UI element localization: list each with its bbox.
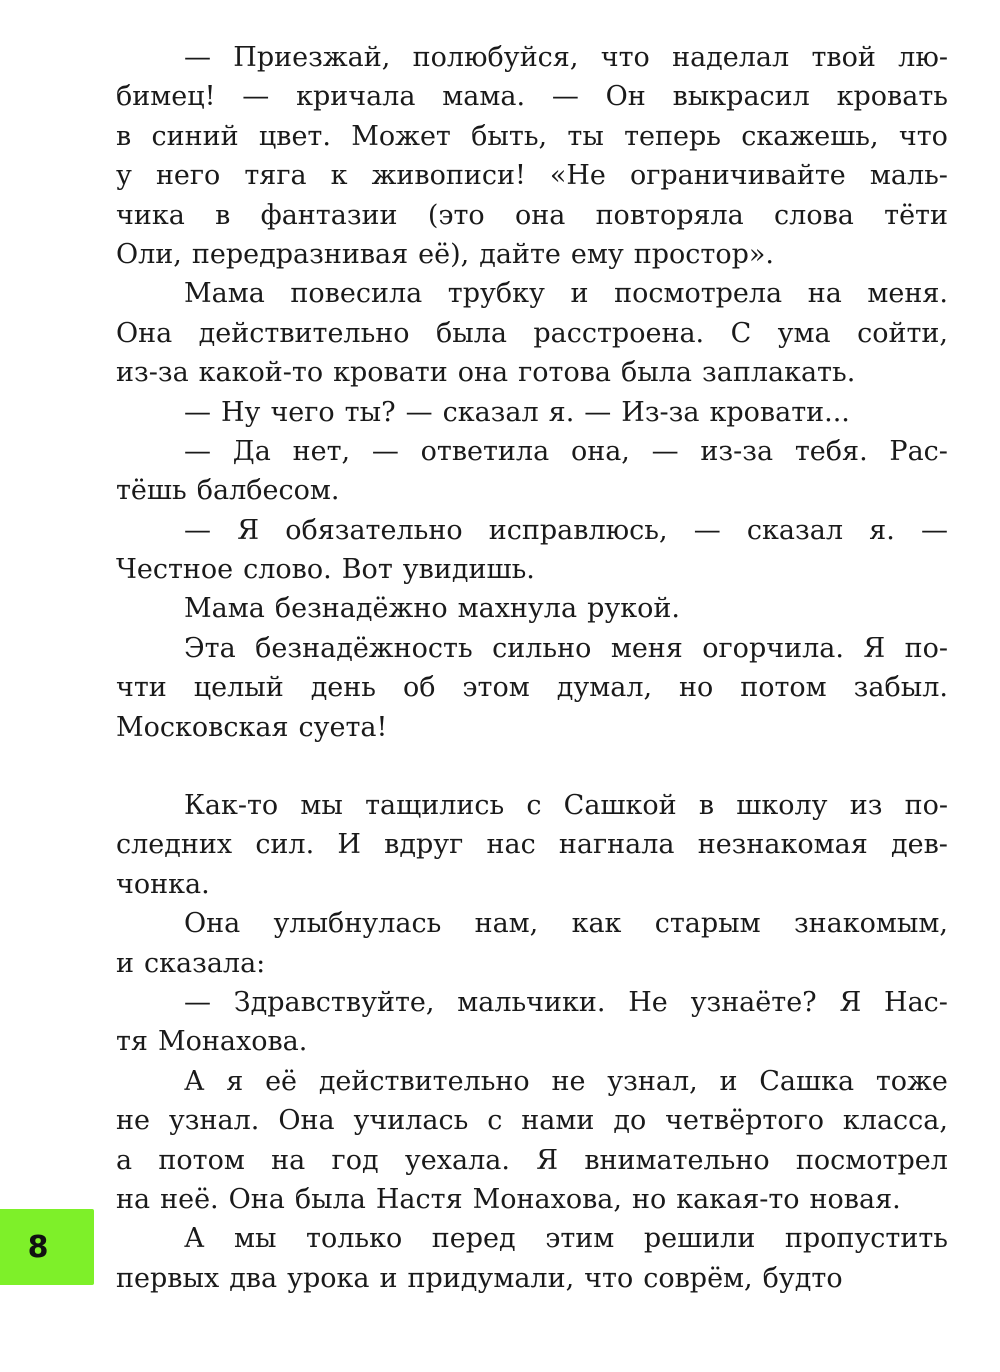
text-line: А мы только перед этим решили пропустить	[184, 1223, 948, 1255]
text-line: Как-то мы тащились с Сашкой в школу из по-	[184, 790, 948, 822]
paragraph	[116, 393, 948, 432]
text-line: в синий цвет. Может быть, ты теперь скажешь, что	[116, 120, 948, 152]
text-line: первых два урока и придумали, что соврём, будто	[116, 1262, 843, 1294]
text-line: Она действительно была расстроена. С ума сойти,	[116, 317, 948, 349]
page-number: 8	[27, 1229, 49, 1265]
text-line: на неё. Она была Настя Монахова, но какая-то новая.	[116, 1183, 901, 1215]
text-line: у него тяга к живописи! «Не ограничивайте маль-	[116, 160, 948, 192]
text-line: бимец! — кричала мама. — Он выкрасил кровать	[116, 81, 948, 113]
text-line: чонка.	[116, 868, 210, 900]
text-line: А я её действительно не узнал, и Сашка тоже	[184, 1065, 948, 1097]
story-text	[116, 38, 948, 1298]
text-line: — Приезжай, полюбуйся, что наделал твой лю-	[184, 42, 948, 73]
paragraph	[116, 274, 948, 392]
page-number-badge	[0, 1209, 94, 1285]
text-line: не узнал. Она училась с нами до четвёртого класса,	[116, 1105, 948, 1137]
text-line: следних сил. И вдруг нас нагнала незнакомая дев-	[116, 829, 948, 861]
text-line: чика в фантазии (это она повторяла слова тёти	[116, 199, 948, 231]
paragraph	[116, 38, 948, 274]
text-line: Честное слово. Вот увидишь.	[116, 554, 535, 586]
text-line: — Я обязательно исправлюсь, — сказал я. —	[184, 514, 948, 546]
text-line: — Здравствуйте, мальчики. Не узнаёте? Я Нас-	[184, 986, 948, 1018]
paragraph	[116, 1219, 948, 1298]
text-line: Эта безнадёжность сильно меня огорчила. Я по-	[184, 632, 948, 664]
text-line: Мама повесила трубку и посмотрела на меня.	[184, 278, 948, 310]
text-line: и сказала:	[116, 947, 266, 979]
paragraph	[116, 904, 948, 983]
text-line: — Да нет, — ответила она, — из-за тебя. Рас-	[184, 435, 948, 467]
paragraph	[116, 511, 948, 590]
text-line: а потом на год уехала. Я внимательно посмотрел	[116, 1144, 948, 1176]
text-line: тёшь балбесом.	[116, 475, 340, 507]
paragraph	[116, 983, 948, 1062]
text-line: чти целый день об этом думал, но потом забыл.	[116, 672, 948, 704]
text-line: Московская суета!	[116, 711, 388, 743]
text-line: Оли, передразнивая её), дайте ему простор».	[116, 238, 774, 270]
section-break	[116, 747, 948, 786]
text-line: — Ну чего ты? — сказал я. — Из-за кровати...	[184, 396, 850, 428]
paragraph	[116, 786, 948, 904]
text-line: тя Монахова.	[116, 1026, 308, 1058]
paragraph	[116, 629, 948, 747]
text-line: Она улыбнулась нам, как старым знакомым,	[184, 908, 948, 940]
paragraph	[116, 432, 948, 511]
paragraph	[116, 589, 948, 628]
text-line: Мама безнадёжно махнула рукой.	[184, 593, 680, 625]
text-line: из-за какой-то кровати она готова была заплакать.	[116, 357, 856, 389]
paragraph	[116, 1062, 948, 1220]
